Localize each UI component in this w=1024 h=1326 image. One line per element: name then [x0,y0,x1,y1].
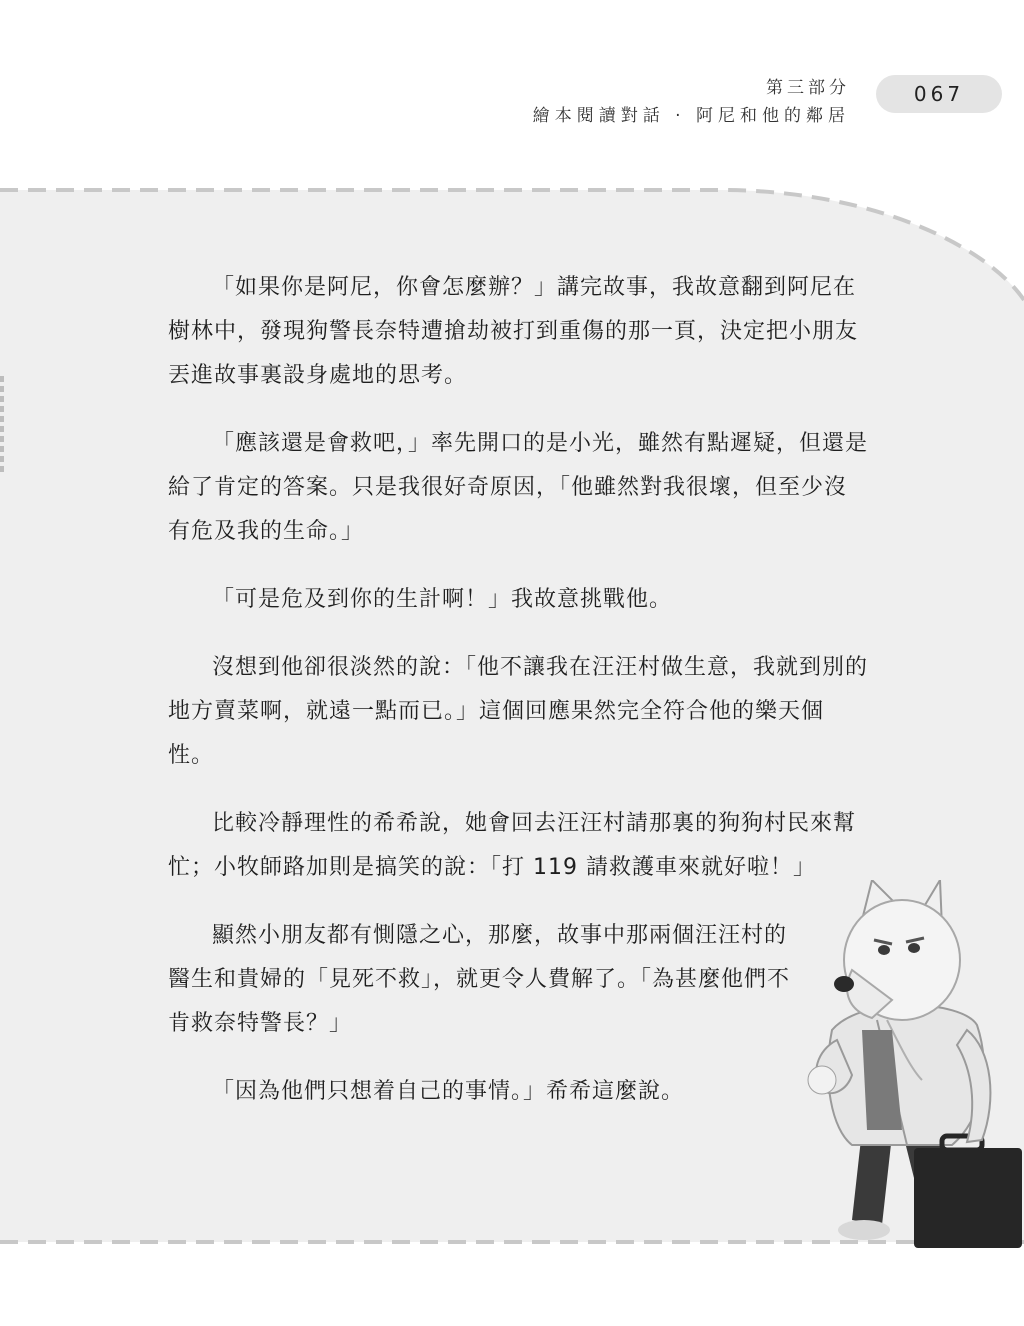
paragraph-4: 沒想到他卻很淡然的說：「他不讓我在汪汪村做生意，我就到別的地方賣菜啊，就遠一點而已。」這個回應果然完全符合他的樂天個性。 [168,655,869,768]
part-label: 第三部分 [766,78,850,98]
chapter-subtitle: 繪本閱讀對話 · 阿尼和他的鄰居 [532,106,850,126]
paragraph-3: 「可是危及到你的生計啊！」我故意挑戰他。 [212,587,673,612]
body-text [168,266,868,1138]
paragraph-1: 「如果你是阿尼，你會怎麼辦？」講完故事，我故意翻到阿尼在樹林中，發現狗警長奈特遭搶劫被打到重傷的那一頁，決定把小朋友丟進故事裏設身處地的思考。 [168,275,859,388]
running-header [533,74,850,130]
paragraph-7: 「因為他們只想着自己的事情。」希希這麼說。 [212,1079,685,1104]
dog-illustration [792,880,1024,1260]
paragraph-2: 「應該還是會救吧，」率先開口的是小光，雖然有點遲疑，但還是給了肯定的答案。只是我很好奇原因，「他雖然對我很壞，但至少沒有危及我的生命。」 [168,431,869,544]
paragraph-6: 顯然小朋友都有惻隱之心，那麼，故事中那兩個汪汪村的醫生和貴婦的「見死不救」，就更令人費解了。「為甚麼他們不肯救奈特警長？」 [168,923,791,1036]
edge-marks [0,376,4,476]
page-number: 067 [876,75,1002,113]
paragraph-5: 比較冷靜理性的希希說，她會回去汪汪村請那裏的狗狗村民來幫忙；小牧師路加則是搞笑的說：「打 119 請救護車來就好啦！」 [168,811,857,880]
